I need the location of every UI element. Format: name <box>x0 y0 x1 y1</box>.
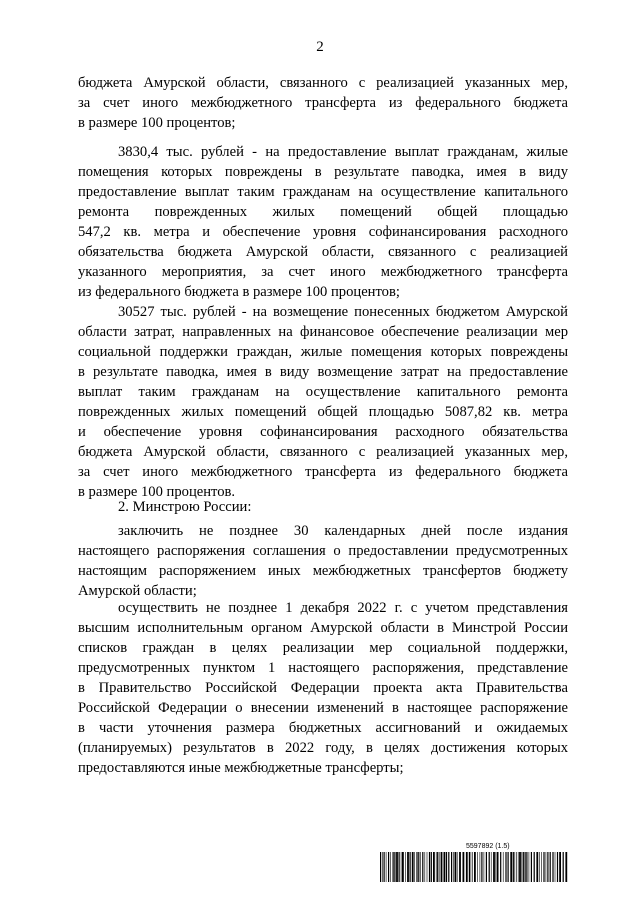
barcode-block <box>380 843 568 885</box>
text-line: выплат таким гражданам на осуществление капитального ремонта <box>78 384 568 400</box>
text-line: 547,2 кв. метра и обеспечение уровня софинансирования расходного <box>78 224 568 240</box>
page-number: 2 <box>316 39 324 55</box>
barcode-icon <box>380 852 568 882</box>
text-line: за счет иного межбюджетного трансферта из федерального бюджета <box>78 95 568 111</box>
text-line: предоставление выплат таким гражданам на осуществление капитального <box>78 184 568 200</box>
barcode-label: 5597892 (1.5) <box>466 843 510 850</box>
text-line: 3830,4 тыс. рублей - на предоставление выплат гражданам, жилые <box>118 144 568 160</box>
text-line: высшим исполнительным органом Амурской области в Минстрой России <box>78 620 568 636</box>
text-line: Амурской области; <box>78 583 197 599</box>
text-line: предоставляются иные межбюджетные трансферты; <box>78 760 404 776</box>
text-line: из федерального бюджета в размере 100 процентов; <box>78 284 400 300</box>
text-line: настоящего распоряжения соглашения о предоставлении предусмотренных <box>78 543 568 559</box>
text-line: бюджета Амурской области, связанного с реализацией указанных мер, <box>78 444 568 460</box>
text-line: предусмотренных пунктом 1 настоящего распоряжения, представление <box>78 660 568 676</box>
text-line: настоящим распоряжением иных межбюджетных трансфертов бюджету <box>78 563 568 579</box>
text-line: помещения которых повреждены в результате паводка, имея в виду <box>78 164 568 180</box>
text-line: и обеспечение уровня софинансирования расходного обязательства <box>78 424 568 440</box>
text-line: бюджета Амурской области, связанного с реализацией указанных мер, <box>78 75 568 91</box>
text-line: поврежденных жилых помещений общей площадью 5087,82 кв. метра <box>78 404 568 420</box>
text-line: (планируемых) результатов в 2022 году, в целях достижения которых <box>78 740 568 756</box>
text-line: области затрат, направленных на финансовое обеспечение реализации мер <box>78 324 568 340</box>
text-line: заключить не позднее 30 календарных дней после издания <box>118 523 568 539</box>
text-line: обязательства бюджета Амурской области, связанного с реализацией <box>78 244 568 260</box>
text-line: Российской Федерации о внесении изменений в настоящее распоряжение <box>78 700 568 716</box>
text-line: в результате паводка, имея в виду возмещение затрат на предоставление <box>78 364 568 380</box>
text-line: 2. Минстрою России: <box>118 499 252 515</box>
text-line: 30527 тыс. рублей - на возмещение понесенных бюджетом Амурской <box>118 304 568 320</box>
text-line: социальной поддержки граждан, жилые помещения которых повреждены <box>78 344 568 360</box>
text-line: в размере 100 процентов. <box>78 484 236 500</box>
text-line: ремонта поврежденных жилых помещений общей площадью <box>78 204 568 220</box>
text-line: за счет иного межбюджетного трансферта из федерального бюджета <box>78 464 568 480</box>
text-line: в части уточнения размера бюджетных ассигнований и ожидаемых <box>78 720 568 736</box>
text-line: указанного мероприятия, за счет иного межбюджетного трансферта <box>78 264 568 280</box>
text-line: осуществить не позднее 1 декабря 2022 г. с учетом представления <box>118 600 568 616</box>
text-line: в Правительство Российской Федерации проекта акта Правительства <box>78 680 568 696</box>
text-line: списков граждан в целях реализации мер социальной поддержки, <box>78 640 568 656</box>
text-line: в размере 100 процентов; <box>78 115 236 131</box>
